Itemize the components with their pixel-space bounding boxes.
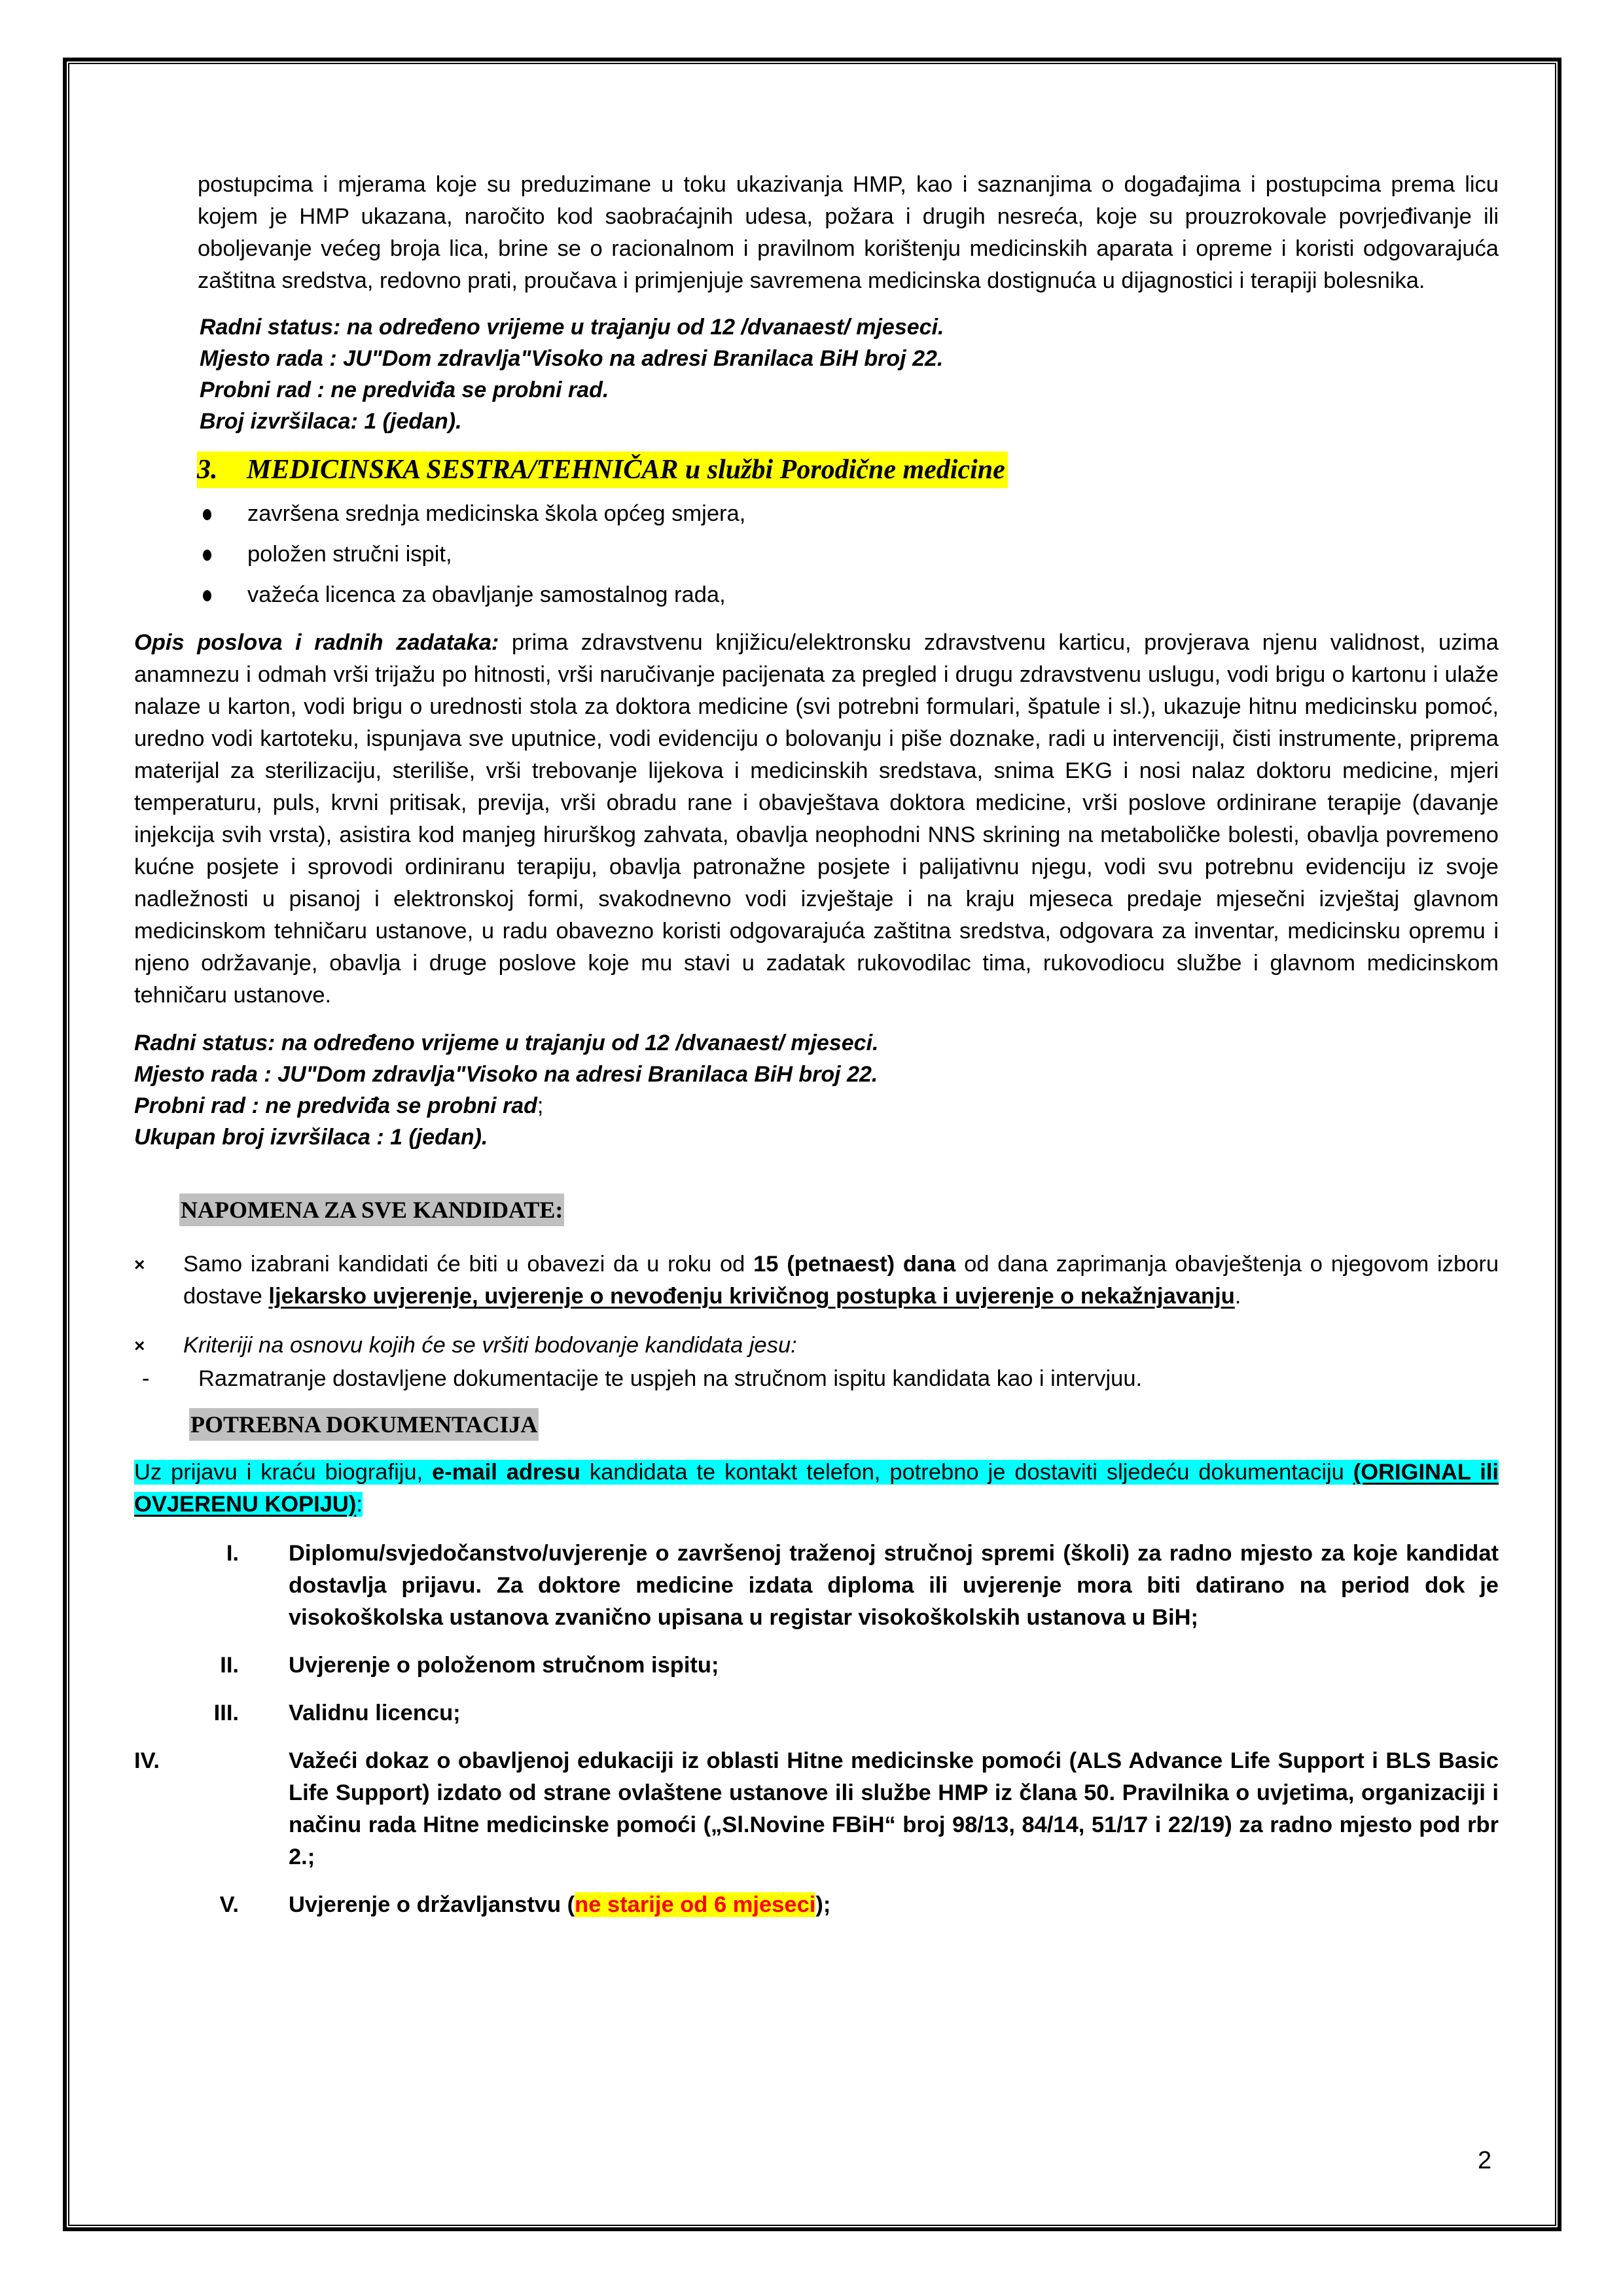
position3-terms xyxy=(134,1027,1499,1153)
item-number: I. xyxy=(226,1541,239,1566)
position3-heading xyxy=(134,451,1499,488)
note-heading-wrap xyxy=(134,1193,1499,1226)
page-number: 2 xyxy=(1478,2147,1492,2174)
intro-email-bold: e-mail adresu xyxy=(432,1460,580,1485)
intro-original-copy: (ORIGINAL ili OVJERENU KOPIJU) xyxy=(134,1460,1499,1517)
documentation-list xyxy=(134,1538,1499,1921)
requirement-text: važeća licenca za obavljanje samostalnog rada, xyxy=(247,582,726,607)
documentation-item xyxy=(134,1650,1499,1682)
term-semicolon: ; xyxy=(537,1093,544,1118)
requirement-item xyxy=(203,493,1499,534)
note-heading: NAPOMENA ZA SVE KANDIDATE: xyxy=(179,1193,564,1226)
term-line: Broj izvršilaca: 1 (jedan). xyxy=(200,409,462,434)
intro-text: : xyxy=(356,1492,363,1517)
bullet-icon xyxy=(203,509,211,520)
item-text: Uvjerenje o državljanstvu ( xyxy=(289,1892,575,1917)
criteria-sub-item xyxy=(134,1363,1499,1395)
term-line: Ukupan broj izvršilaca : 1 (jedan). xyxy=(134,1125,488,1150)
intro-paragraph: postupcima i mjerama koje su preduzimane u toku ukazivanja HMP, kao i saznanjima o događajima i postupcima prema licu kojem je HMP ukazana, naročito kod saobraćajnih udesa, požara i drugih nesreća, koje su prouzrokovale povrjeđivanje ili oboljevanje većeg broja lica, brine se o racionalnom i pravilnom korištenju medicinskih aparata i opreme i koristi odgovarajuća zaštitna sredstva, redovno prati, proučava i primjenjuje savremena medicinska dostignuća u dijagnostici i terapiji bolesnika. xyxy=(198,172,1499,293)
term-line: Radni status: na određeno vrijeme u trajanju od 12 /dvanaest/ mjeseci. xyxy=(200,315,944,340)
item-text: Validnu licencu; xyxy=(289,1701,461,1725)
criteria-text: Kriteriji na osnovu kojih će se vršiti bodovanje kandidata jesu: xyxy=(183,1333,797,1358)
term-line xyxy=(134,1090,1499,1122)
documentation-heading: POTREBNA DOKUMENTACIJA xyxy=(189,1408,539,1441)
documentation-item xyxy=(134,1697,1499,1729)
note-text: Samo izabrani kandidati će biti u obavezi da u roku od xyxy=(183,1252,754,1277)
requirement-item xyxy=(203,534,1499,574)
document-body xyxy=(134,169,1499,1937)
job-description xyxy=(134,627,1499,1012)
documentation-heading-wrap xyxy=(134,1408,1499,1441)
item-text: Uvjerenje o položenom stručnom ispitu; xyxy=(289,1653,719,1678)
note-item xyxy=(134,1330,1499,1362)
item-text: ); xyxy=(815,1892,831,1917)
bullet-icon xyxy=(203,590,211,601)
requirement-text: završena srednja medicinska škola općeg smjera, xyxy=(247,501,746,526)
requirement-item xyxy=(203,574,1499,615)
term-line: Probni rad : ne predviđa se probni rad. xyxy=(200,378,609,402)
requirements-list xyxy=(134,493,1499,615)
note-text: od dana zaprimanja obavještenja o njegovom izboru dostave xyxy=(183,1252,1499,1309)
item-text: Važeći dokaz o obavljenoj edukaciji iz oblasti Hitne medicinske pomoći (ALS Advance Life Support i BLS Basic Life Support) izdato od strane ovlaštene ustanove ili službe HMP iz člana 50. Pravilnika o uvjetima, organizaciji i načinu rada Hitne medicinske pomoći („Sl.Novine FBiH“ broj 98/13, 84/14, 51/17 i 22/19) za radno mjesto pod rbr 2.; xyxy=(289,1748,1499,1869)
documentation-intro xyxy=(134,1457,1499,1521)
position3-number: 3. xyxy=(197,455,218,485)
note-bold-deadline: 15 (petnaest) dana xyxy=(753,1252,956,1277)
note-required-documents: ljekarsko uvjerenje, uvjerenje o nevođenju krivičnog postupka i uvjerenje o nekažnjavanju xyxy=(268,1284,1235,1309)
x-bullet-icon: × xyxy=(134,1254,145,1275)
note-item xyxy=(134,1248,1499,1313)
term-line: Mjesto rada : JU"Dom zdravlja"Visoko na adresi Branilaca BiH broj 22. xyxy=(134,1062,878,1087)
item-number: IV. xyxy=(134,1748,160,1773)
item-number: III. xyxy=(213,1701,239,1725)
documentation-item xyxy=(134,1745,1499,1873)
intro-text: Uz prijavu i kraću biografiju, xyxy=(134,1460,433,1485)
note-text: . xyxy=(1234,1284,1241,1309)
documentation-item xyxy=(134,1889,1499,1921)
term-line: Radni status: na određeno vrijeme u trajanju od 12 /dvanaest/ mjeseci. xyxy=(134,1031,879,1055)
term-text: Probni rad : ne predviđa se probni rad xyxy=(134,1093,537,1118)
job-description-text: prima zdravstvenu knjižicu/elektronsku zdravstvenu karticu, provjerava njenu validnost, uzima anamnezu i odmah vrši trijažu po hitnosti, vrši naručivanje pacijenata za pregled i drugu zdravstvenu uslugu, vodi brigu o kartonu i ulaže nalaze u karton, vodi brigu o urednosti stola za doktora medicine (svi potrebni formulari, špatule i sl.), ukazuje hitnu medicinsku pomoć, uredno vodi kartoteku, ispunjava sve uputnice, vodi evidenciju o bolovanju i piše doznake, radi u intervenciji, čisti instrumente, priprema materijal za sterilizaciju, steriliše, vrši trebovanje lijekova i medicinskih sredstava, snima EKG i nosi nalaz doktoru medicine, mjeri temperaturu, puls, krvni pritisak, previja, vrši obradu rane i obavještava doktora medicine, vrši poslove ordinirane terapije (davanje injekcija svih vrsta), asistira kod manjeg hirurškog zahvata, obavlja neophodni NNS skrining na metaboličke bolesti, obavlja povremeno kućne posjete i sprovodi ordiniranu terapiju, obavlja patronažne posjete i palijativnu njegu, vodi svu potrebnu evidenciju iz svoje nadležnosti u pisanoj i elektronskoj formi, svakodnevno vodi izvještaje i na kraju mjeseca predaje mjesečni izvještaj glavnom medicinskom tehničaru ustanove, u radu obavezno koristi odgovarajuća zaštitna sredstva, odgovara za inventar, medicinsku opremu i njeno održavanje, obavlja i druge poslove koje mu stavi u zadatak rukovodilac tima, rukovodiocu službe i glavnom medicinskom tehničaru ustanove. xyxy=(134,630,1499,1008)
position2-terms xyxy=(134,311,1499,437)
position3-title: MEDICINSKA SESTRA/TEHNIČAR u službi Porodične medicine xyxy=(247,455,1005,485)
job-description-label: Opis poslova i radnih zadataka: xyxy=(134,630,499,655)
dash-icon: - xyxy=(142,1366,150,1391)
intro-text: kandidata te kontakt telefon, potrebno je dostaviti sljedeću dokumentaciju xyxy=(580,1460,1353,1485)
documentation-intro-highlight xyxy=(134,1460,1499,1517)
x-bullet-icon: × xyxy=(134,1335,145,1356)
bullet-icon xyxy=(203,550,211,561)
item-text: Diplomu/svjedočanstvo/uvjerenje o završenoj traženoj stručnoj spremi (školi) za radno mjesto za koje kandidat dostavlja prijavu. Za doktore medicine izdata diploma ili uvjerenje mora biti datirano na period dok je visokoškolska ustanova zvanično upisana u registar visokoškolskih ustanova u BiH; xyxy=(289,1541,1499,1630)
item-number: V. xyxy=(219,1892,239,1917)
criteria-sub-text: Razmatranje dostavljene dokumentacije te uspjeh na stručnom ispitu kandidata kao i intervjuu. xyxy=(198,1366,1143,1391)
term-line: Mjesto rada : JU"Dom zdravlja"Visoko na adresi Branilaca BiH broj 22. xyxy=(200,346,944,371)
item-number: II. xyxy=(220,1653,239,1678)
requirement-text: položen stručni ispit, xyxy=(247,542,452,567)
validity-warning: ne starije od 6 mjeseci xyxy=(575,1892,816,1917)
position3-title-highlight xyxy=(197,451,1008,488)
documentation-item xyxy=(134,1538,1499,1634)
